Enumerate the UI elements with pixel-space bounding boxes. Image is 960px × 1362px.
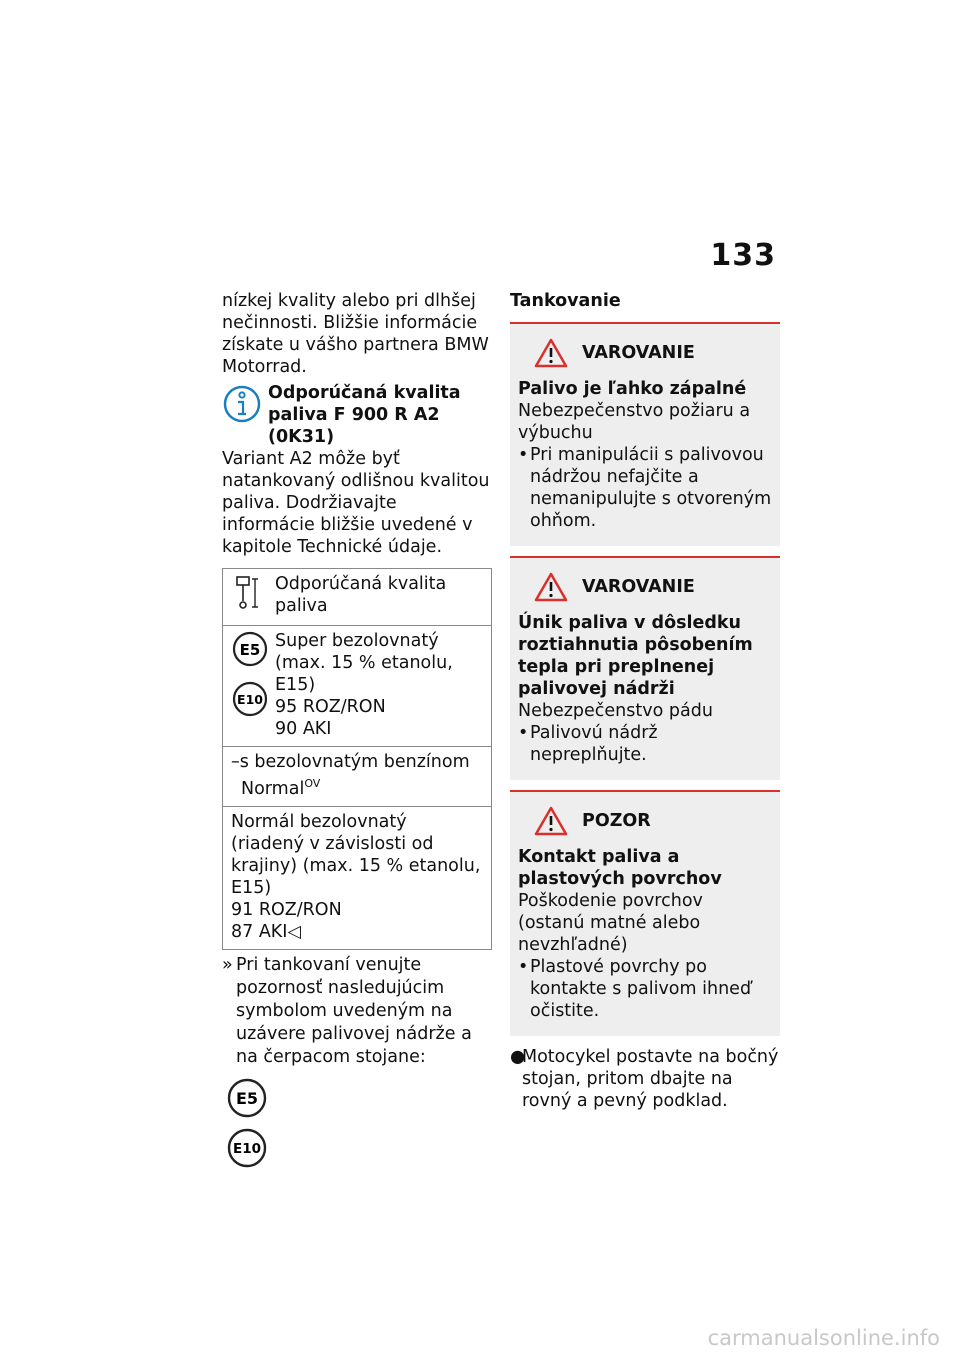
right-column bbox=[510, 290, 780, 1112]
warning-title: Únik paliva v dôsledku roztiahnutia pôsobením tepla pri preplnenej palivovej nádrži bbox=[518, 613, 753, 699]
info-title: Odporúčaná kvalita paliva F 900 R A2 (0K31) bbox=[268, 383, 461, 447]
option-normal: Normal bbox=[241, 778, 305, 799]
table-row bbox=[223, 747, 492, 807]
caution-box: POZOR Kontakt paliva a plastových povrchov Poškodenie povrchov (ostanú matné alebo nevzhľadné) • Plastové povrchy po kontakte s palivom ihneď očistite. bbox=[510, 790, 780, 1036]
page-number: 133 bbox=[710, 238, 776, 273]
watermark: carmanualsonline.info bbox=[707, 1326, 940, 1350]
option-code: OV bbox=[304, 777, 321, 790]
warning-bullet: Palivovú nádrž nepreplňujte. bbox=[530, 723, 658, 765]
svg-text:E5: E5 bbox=[235, 1088, 259, 1108]
info-icon bbox=[222, 384, 262, 424]
option-line: –s bezolovnatým benzínom bbox=[231, 752, 470, 772]
svg-text:E10: E10 bbox=[232, 1140, 262, 1157]
warning-triangle-icon bbox=[534, 338, 568, 368]
instruction-text: Pri tankovaní venujte pozornosť nasledujúcim symbolom uvedeným na uzávere palivovej nádrže a na čerpacom stojane: bbox=[236, 954, 472, 1067]
fuel-pump-icon bbox=[231, 573, 265, 613]
e5-symbol-icon bbox=[226, 1077, 268, 1119]
info-note bbox=[222, 382, 492, 558]
step-marker: » bbox=[222, 954, 233, 975]
fuel-super-desc: Super bezolovnatý (max. 15 % etanolu, E15) bbox=[275, 631, 453, 695]
svg-text:E10: E10 bbox=[237, 692, 263, 707]
warning-bullet: Pri manipulácii s palivovou nádržou nefajčite a nemanipulujte s otvoreným ohňom. bbox=[530, 445, 772, 531]
fuel-normal-desc: Normál bezolovnatý (riadený v závislosti od krajiny) (max. 15 % etanolu, E15) bbox=[231, 811, 481, 898]
procedure-step bbox=[510, 1046, 780, 1112]
caution-text: Poškodenie povrchov (ostanú matné alebo nevzhľadné) bbox=[518, 891, 703, 955]
fuel-normal-aki: 87 AKI◁ bbox=[231, 921, 301, 942]
table-header-text: Odporúčaná kvalita paliva bbox=[275, 574, 447, 616]
fuel-normal-ron: 91 ROZ/RON bbox=[231, 899, 342, 920]
fuel-super-ron: 95 ROZ/RON bbox=[275, 697, 386, 717]
e5-badge-icon bbox=[231, 630, 269, 668]
warning-label: VAROVANIE bbox=[582, 343, 695, 363]
warning-title: Palivo je ľahko zápalné bbox=[518, 379, 747, 399]
caution-label: POZOR bbox=[582, 811, 651, 831]
table-row bbox=[223, 626, 492, 747]
step-bullet-icon: ● bbox=[510, 1047, 526, 1067]
table-row bbox=[223, 569, 492, 626]
warning-box: VAROVANIE Únik paliva v dôsledku roztiahnutia pôsobením tepla pri preplnenej palivovej nádrži Nebezpečenstvo pádu • Palivovú nádrž nepreplňujte. bbox=[510, 556, 780, 780]
svg-text:E5: E5 bbox=[239, 641, 261, 659]
caution-triangle-icon bbox=[534, 806, 568, 836]
section-title: Tankovanie bbox=[510, 291, 621, 311]
caution-bullet: Plastové povrchy po kontakte s palivom ihneď očistite. bbox=[530, 957, 752, 1021]
caution-title: Kontakt paliva a plastových povrchov bbox=[518, 847, 722, 889]
fuel-quality-table bbox=[222, 568, 492, 950]
instruction-step bbox=[222, 954, 492, 1069]
warning-text: Nebezpečenstvo požiaru a výbuchu bbox=[518, 401, 751, 443]
warning-triangle-icon bbox=[534, 572, 568, 602]
left-column bbox=[222, 290, 492, 1169]
e10-badge-icon bbox=[231, 680, 269, 718]
warning-text: Nebezpečenstvo pádu bbox=[518, 701, 713, 721]
intro-paragraph: nízkej kvality alebo pri dlhšej nečinnosti. Bližšie informácie získate u vášho partnera BMW Motorrad. bbox=[222, 291, 489, 377]
warning-label: VAROVANIE bbox=[582, 577, 695, 597]
table-row bbox=[223, 806, 492, 949]
procedure-step-text: Motocykel postavte na bočný stojan, pritom dbajte na rovný a pevný podklad. bbox=[522, 1047, 779, 1111]
fuel-super-aki: 90 AKI bbox=[275, 719, 332, 739]
e10-symbol-icon bbox=[226, 1127, 268, 1169]
info-text: Variant A2 môže byť natankovaný odlišnou kvalitou paliva. Dodržiavajte informácie bližšie uvedené v kapitole Technické údaje. bbox=[222, 449, 490, 557]
warning-box: VAROVANIE Palivo je ľahko zápalné Nebezpečenstvo požiaru a výbuchu • Pri manipulácii s palivovou nádržou nefajčite a nemanipulujte s otvoreným ohňom. bbox=[510, 322, 780, 546]
